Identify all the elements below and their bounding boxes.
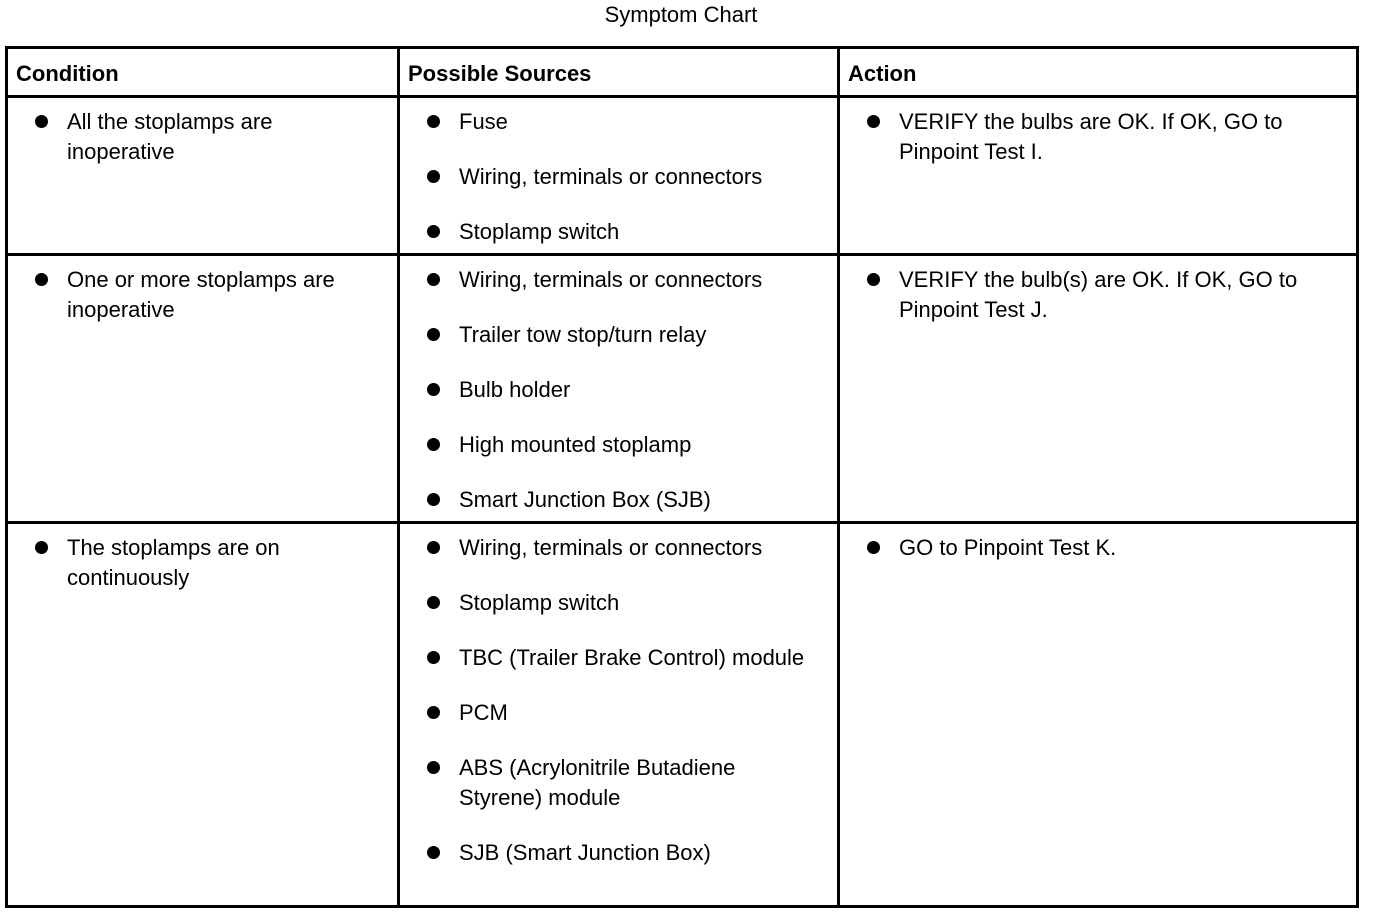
- list-item: [424, 217, 824, 247]
- header-cell-sources: [400, 49, 837, 95]
- header-cell-condition: [8, 49, 397, 95]
- action-text: VERIFY the bulbs are OK. If OK, GO to Pinpoint Test I.: [899, 109, 1283, 164]
- bullet-icon: [35, 541, 48, 554]
- source-text: TBC (Trailer Brake Control) module: [459, 645, 805, 670]
- action-text: GO to Pinpoint Test K.: [899, 535, 1117, 560]
- sources-list: [424, 265, 824, 540]
- list-item: [424, 162, 824, 192]
- condition-list: [32, 533, 382, 618]
- source-text: PCM: [459, 700, 508, 725]
- action-list: [864, 265, 1344, 350]
- header-possible-sources: Possible Sources: [408, 61, 592, 86]
- list-item: [424, 265, 824, 295]
- list-item: [424, 643, 824, 673]
- action-list: [864, 107, 1344, 192]
- list-item: [32, 107, 382, 167]
- table-row: [8, 98, 1356, 253]
- header-action: Action: [848, 61, 917, 86]
- condition-cell: [8, 524, 397, 905]
- bullet-icon: [35, 115, 48, 128]
- action-cell: [840, 98, 1356, 253]
- list-item: [424, 107, 824, 137]
- bullet-icon: [427, 225, 440, 238]
- list-item: [32, 533, 382, 593]
- bullet-icon: [427, 115, 440, 128]
- action-cell: [840, 524, 1356, 905]
- column-divider: [397, 49, 400, 905]
- table-row: [8, 256, 1356, 521]
- sources-list: [424, 533, 824, 893]
- bullet-icon: [867, 541, 880, 554]
- bullet-icon: [867, 115, 880, 128]
- bullet-icon: [427, 761, 440, 774]
- header-condition: Condition: [16, 61, 119, 86]
- table-row: [8, 524, 1356, 905]
- action-text: VERIFY the bulb(s) are OK. If OK, GO to Pinpoint Test J.: [899, 267, 1298, 322]
- condition-text: The stoplamps are on continuously: [67, 535, 280, 590]
- row-divider: [8, 253, 1356, 256]
- source-text: Fuse: [459, 109, 508, 134]
- sources-list: [424, 107, 824, 272]
- list-item: [424, 588, 824, 618]
- bullet-icon: [35, 273, 48, 286]
- list-item: [424, 430, 824, 460]
- bullet-icon: [427, 651, 440, 664]
- bullet-icon: [427, 438, 440, 451]
- source-text: Wiring, terminals or connectors: [459, 267, 763, 292]
- bullet-icon: [427, 596, 440, 609]
- source-text: Bulb holder: [459, 377, 571, 402]
- condition-list: [32, 107, 382, 192]
- source-text: Stoplamp switch: [459, 590, 620, 615]
- source-text: Smart Junction Box (SJB): [459, 487, 711, 512]
- condition-text: All the stoplamps are inoperative: [67, 109, 273, 164]
- list-item: [424, 320, 824, 350]
- source-text: High mounted stoplamp: [459, 432, 692, 457]
- bullet-icon: [427, 846, 440, 859]
- bullet-icon: [427, 383, 440, 396]
- column-divider: [837, 49, 840, 905]
- action-cell: [840, 256, 1356, 521]
- condition-text: One or more stoplamps are inoperative: [67, 267, 335, 322]
- chart-title: Symptom Chart: [604, 2, 758, 27]
- list-item: [424, 485, 824, 515]
- bullet-icon: [427, 273, 440, 286]
- source-text: Trailer tow stop/turn relay: [459, 322, 707, 347]
- list-item: [424, 375, 824, 405]
- row-divider: [8, 95, 1356, 98]
- list-item: [32, 265, 382, 325]
- condition-list: [32, 265, 382, 350]
- sources-cell: [400, 524, 837, 905]
- source-text: SJB (Smart Junction Box): [459, 840, 711, 865]
- table-header-row: [8, 49, 1356, 95]
- list-item: [864, 533, 1344, 563]
- symptom-table: [5, 46, 1359, 908]
- bullet-icon: [427, 706, 440, 719]
- bullet-icon: [427, 541, 440, 554]
- source-text: ABS (Acrylonitrile Butadiene Styrene) module: [459, 755, 736, 810]
- list-item: [424, 753, 824, 813]
- list-item: [864, 107, 1344, 167]
- list-item: [864, 265, 1344, 325]
- header-cell-action: [840, 49, 1356, 95]
- list-item: [424, 698, 824, 728]
- bullet-icon: [427, 170, 440, 183]
- source-text: Wiring, terminals or connectors: [459, 164, 763, 189]
- source-text: Stoplamp switch: [459, 219, 620, 244]
- source-text: Wiring, terminals or connectors: [459, 535, 763, 560]
- condition-cell: [8, 256, 397, 521]
- bullet-icon: [427, 328, 440, 341]
- sources-cell: [400, 98, 837, 253]
- bullet-icon: [867, 273, 880, 286]
- row-divider: [8, 521, 1356, 524]
- bullet-icon: [427, 493, 440, 506]
- sources-cell: [400, 256, 837, 521]
- list-item: [424, 838, 824, 868]
- condition-cell: [8, 98, 397, 253]
- list-item: [424, 533, 824, 563]
- action-list: [864, 533, 1344, 588]
